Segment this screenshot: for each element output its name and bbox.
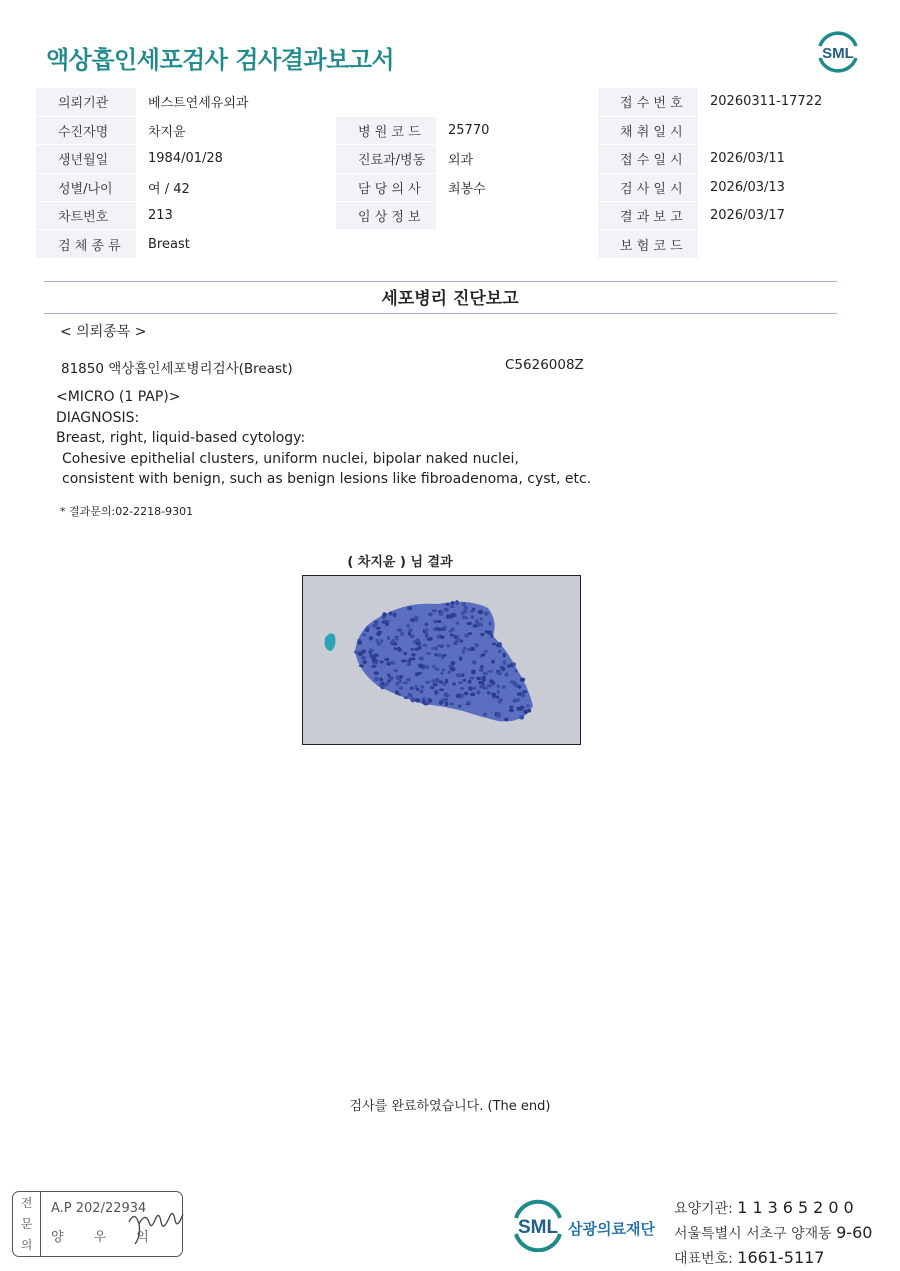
info-value — [698, 116, 864, 144]
cytology-micrograph — [302, 575, 581, 745]
info-label: 차트번호 — [36, 202, 136, 230]
info-value — [436, 230, 598, 258]
info-value: 2026/03/13 — [698, 173, 864, 201]
info-label: 의뢰기관 — [36, 88, 136, 116]
test-code: C5626008Z — [505, 357, 584, 373]
divider-top — [44, 281, 837, 282]
info-row — [36, 230, 864, 258]
info-label: 임 상 정 보 — [336, 202, 436, 230]
address-number: 9-60 — [836, 1223, 873, 1242]
info-value: Breast — [136, 230, 336, 258]
diagnosis-line-1: Breast, right, liquid-based cytology: — [56, 430, 306, 446]
info-label: 접 수 일 시 — [598, 145, 698, 173]
stamp-vertical-label: 전 문 의 — [13, 1192, 41, 1256]
diagnosis-line-2: Cohesive epithelial clusters, uniform nuclei, bipolar naked nuclei, — [62, 450, 519, 467]
provider-line: 요양기관: 11365200 — [674, 1198, 859, 1217]
info-value — [698, 230, 864, 258]
info-label: 결 과 보 고 — [598, 202, 698, 230]
info-label: 접 수 번 호 — [598, 88, 698, 116]
phone-number: 1661-5117 — [737, 1248, 825, 1267]
info-value: 외과 — [436, 145, 598, 173]
footer-address-block — [674, 1196, 872, 1271]
info-row — [36, 88, 864, 116]
patient-info-table — [36, 88, 864, 259]
sml-logo — [814, 28, 862, 74]
info-row — [36, 145, 864, 173]
foundation-name: 삼광의료재단 — [568, 1220, 655, 1238]
divider-bottom — [44, 313, 837, 314]
info-label: 병 원 코 드 — [336, 116, 436, 144]
license-number: A.P 202/22934 — [51, 1201, 147, 1216]
footer-logo-text: SML — [517, 1217, 559, 1238]
info-value: 베스트연세유외과 — [136, 88, 336, 116]
provider-number: 11365200 — [737, 1198, 859, 1217]
info-row — [36, 202, 864, 230]
footer-sml-logo — [510, 1198, 566, 1252]
pathologist-name: 양 우 익 — [51, 1230, 162, 1245]
report-title-heading: 액상흡인세포검사 검사결과보고서 — [46, 46, 395, 74]
info-label — [336, 230, 436, 258]
info-value: 213 — [136, 202, 336, 230]
signature-image — [125, 1202, 185, 1248]
info-value — [436, 88, 598, 116]
info-label: 담 당 의 사 — [336, 173, 436, 201]
pathologist-stamp — [12, 1191, 183, 1257]
info-value: 25770 — [436, 116, 598, 144]
order-header: < 의뢰종목 > — [60, 324, 147, 340]
diagnosis-line-3: consistent with benign, such as benign lesions like fibroadenoma, cyst, etc. — [62, 471, 592, 487]
address-line: 서울특별시 서초구 양재동 9-60 — [674, 1223, 873, 1242]
info-value: 20260311-17722 — [698, 88, 864, 116]
info-label: 생년월일 — [36, 145, 136, 173]
info-label — [336, 88, 436, 116]
info-value — [436, 202, 598, 230]
microscopic-section — [56, 387, 591, 490]
info-label: 채 취 일 시 — [598, 116, 698, 144]
info-row — [36, 173, 864, 201]
end-message: 검사를 완료하였습니다. (The end) — [349, 1099, 551, 1114]
result-image-title: ( 차지윤 ) 님 결과 — [347, 555, 453, 570]
test-name: 81850 액상흡인세포병리검사(Breast) — [61, 361, 293, 377]
info-value: 2026/03/17 — [698, 202, 864, 230]
info-label: 성별/나이 — [36, 173, 136, 201]
info-label: 수진자명 — [36, 116, 136, 144]
diagnosis-label: DIAGNOSIS: — [56, 409, 140, 426]
info-row — [36, 116, 864, 144]
info-label: 검 체 종 류 — [36, 230, 136, 258]
micro-label: <MICRO (1 PAP)> — [56, 389, 181, 405]
sml-logo-text: SML — [822, 45, 854, 62]
info-value: 2026/03/11 — [698, 145, 864, 173]
info-label: 보 험 코 드 — [598, 230, 698, 258]
contact-info: * 결과문의:02-2218-9301 — [60, 505, 194, 518]
phone-line: 대표번호: 1661-5117 — [674, 1248, 825, 1267]
info-value: 1984/01/28 — [136, 145, 336, 173]
diagnosis-report-title: 세포병리 진단보고 — [381, 289, 519, 309]
info-value: 차지윤 — [136, 116, 336, 144]
info-value: 여 / 42 — [136, 173, 336, 201]
info-label: 검 사 일 시 — [598, 173, 698, 201]
info-label: 진료과/병동 — [336, 145, 436, 173]
info-value: 최봉수 — [436, 173, 598, 201]
